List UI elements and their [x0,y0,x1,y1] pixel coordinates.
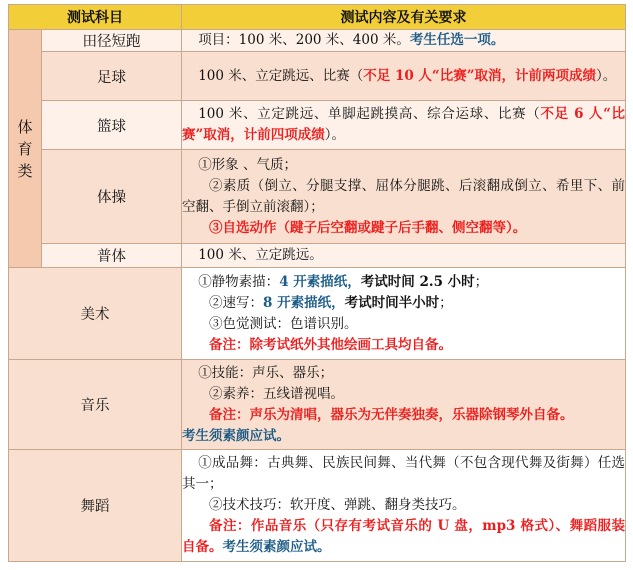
requirement-text: ③色觉测试：色谱识别。 [209,315,358,332]
requirement-text: ； [439,294,453,311]
highlight-red-text: 不足 6 人“比赛”取消，计前四项成绩 [182,106,625,143]
sub-subject: 体操 [42,150,182,244]
table-row [9,244,626,268]
subject-name: 音乐 [9,360,182,450]
requirement-text: 100 米、立定跳远、单脚起跳摸高、综合运球、比赛（ [198,106,541,122]
category-char: 类 [17,161,33,180]
requirement-text: ①技能：声乐、器乐； [198,364,334,381]
highlight-red-text: ③自选动作（踺子后空翻或踺子后手翻、侧空翻等）。 [209,219,527,236]
requirement-text: 100 米、立定跳远、比赛（ [198,67,364,84]
highlight-red-text: 不足 10 人“比赛”取消，计前两项成绩 [363,67,596,84]
requirement-text: 考试时间半小时 [344,294,440,311]
highlight-blue-text: 4 开素描纸， [279,273,361,290]
requirement-line [182,384,625,405]
requirement-line [182,218,625,239]
requirement-line [182,176,625,218]
table-row [9,101,626,150]
highlight-blue-text: 8 开素描纸， [263,294,345,311]
table-row [9,30,626,52]
requirement-line [182,426,625,447]
requirement-cell [182,244,626,268]
table-row [9,268,626,360]
category-char: 体 [17,117,33,136]
header-content: 测试内容及有关要求 [182,5,626,30]
sub-subject: 足球 [42,52,182,101]
requirement-cell [182,268,626,360]
subject-name: 舞蹈 [9,450,182,562]
sub-subject: 篮球 [42,101,182,150]
requirement-line [182,516,625,558]
highlight-red-text: 备注：除考试纸外其他绘画工具均自备。 [209,336,452,353]
sub-subject: 田径短跑 [42,30,182,52]
subject-name: 美术 [9,268,182,360]
requirement-text: ）。 [324,127,346,143]
requirement-text: ②素质（倒立、分腿支撑、屈体分腿跳、后滚翻成倒立、希里下、前空翻、手倒立前滚翻）； [182,177,625,215]
requirement-text: ②素养：五线谱视唱。 [209,385,344,402]
requirement-line [182,30,625,51]
category-sports [9,30,42,268]
category-char: 育 [17,139,33,158]
requirement-line [182,495,625,516]
requirement-text: ①静物素描： [198,273,280,290]
requirement-line [182,335,625,356]
exam-requirements-table [8,4,626,562]
table-row [9,450,626,562]
header-row [9,5,626,30]
requirement-cell [182,30,626,52]
requirement-text: ； [474,273,489,290]
highlight-red-text: 备注：作品音乐（只存有考试音乐的 U 盘，mp3 格式）、舞蹈服装自备。 [182,518,625,555]
requirement-text: ①形象 、气质； [198,156,297,173]
requirement-line [182,293,625,314]
requirement-text: ②技术技巧：软开度、弹跳、翻身类技巧。 [209,497,466,513]
requirement-cell [182,450,626,562]
table-row [9,150,626,244]
requirement-text: ②速写： [209,294,263,311]
requirement-text: 100 米、立定跳远。 [198,247,323,263]
requirement-line [182,314,625,335]
highlight-blue-text: 考生任选一项。 [409,32,505,48]
requirement-text: ①成品舞：古典舞、民族民间舞、当代舞（不包含现代舞及街舞）任选其一； [182,455,625,492]
requirement-cell [182,150,626,244]
requirement-cell [182,360,626,450]
requirement-line [182,245,625,266]
requirement-line [182,104,625,146]
requirement-line [182,405,625,426]
table-row [9,52,626,101]
requirement-cell [182,52,626,101]
table-row [9,360,626,450]
requirement-text: ）。 [595,67,617,84]
requirement-line [182,453,625,495]
highlight-red-text: 备注：声乐为清唱，器乐为无伴奏独奏，乐器除钢琴外自备。 [209,406,574,423]
requirement-line [182,155,625,176]
requirement-text: 考试时间 2.5 小时 [360,273,475,290]
requirement-cell [182,101,626,150]
header-subject: 测试科目 [9,5,182,30]
requirement-line [182,363,625,384]
highlight-blue-text: 考生须素颜应试。 [182,427,290,444]
sub-subject: 普体 [42,244,182,268]
requirement-line [182,272,625,293]
requirement-text: 项目：100 米、200 米、400 米。 [198,32,410,48]
highlight-blue-text: 考生须素颜应试。 [222,539,331,555]
requirement-line [182,66,625,87]
